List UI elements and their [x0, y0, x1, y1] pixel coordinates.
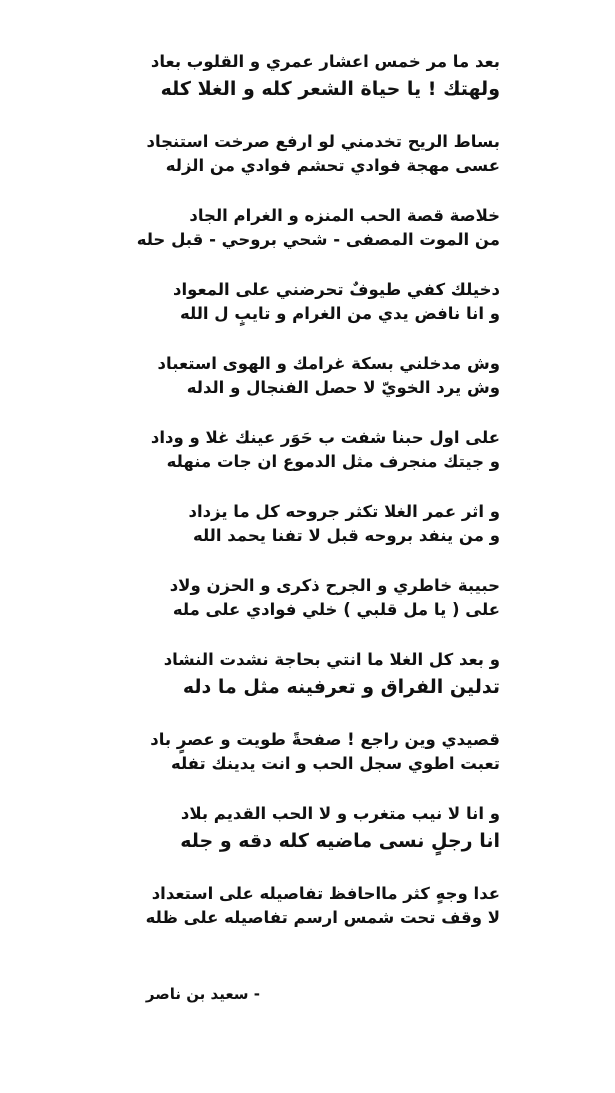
- poem-stanza: [128, 500, 500, 548]
- poem-line: انا رجلٍ نسى ماضيه كله دقه و جله: [180, 830, 500, 852]
- poem-line: قصيدي وين راجع ! صفحةً طويت و عصرٍ باد: [150, 730, 500, 749]
- poem-line: و انا لا نيب متغرب و لا الحب القديم بلاد: [180, 804, 500, 823]
- poem-line: حبيبة خاطري و الجرح ذكرى و الحزن ولاد: [169, 576, 500, 595]
- poem-stanza: [128, 278, 500, 326]
- poem-stanza: [128, 802, 500, 856]
- poem-line: وش يرد الخويّ لا حصل الفنجال و الدله: [186, 378, 500, 397]
- poem-line: و من ينفد بروحه قبل لا تفنا يحمد الله: [192, 526, 500, 545]
- poem-line: و بعد كل الغلا ما انتي بحاجة نشدت النشاد: [163, 650, 500, 669]
- poem-stanza: [128, 882, 500, 930]
- poem-line: و اثر عمر الغلا تكثر جروحه كل ما يزداد: [188, 502, 500, 521]
- poem-stanza: [128, 352, 500, 400]
- poem-line: دخيلك كفي طيوفٌ تحرضني على المعواد: [173, 280, 500, 299]
- poem-line: ولهتك ! يا حياة الشعر كله و الغلا كله: [160, 78, 500, 100]
- poem-line: على اول حبنا شفت ب حَوَر عينك غلا و وداد: [150, 428, 500, 447]
- poem-line: من الموت المصفى - شحي بروحي - قبل حله: [136, 230, 500, 249]
- poem-line: عدا وجهٍ كثر مااحافظ تفاصيله على استعداد: [151, 884, 500, 903]
- poem-stanza: [128, 648, 500, 702]
- poem-line: بعد ما مر خمس اعشار عمري و القلوب بعاد: [150, 52, 500, 71]
- poem-line: لا وقف تحت شمس ارسم تفاصيله على ظله: [145, 908, 500, 927]
- poem-line: و انا نافض يدي من الغرام و تايبٍ ل الله: [179, 304, 500, 323]
- poem-line: تدلين الفراق و تعرفينه مثل ما دله: [182, 676, 500, 698]
- poem: [128, 50, 500, 956]
- poem-line: بساط الريح تخدمني لو ارفع صرخت استنجاد: [146, 132, 500, 151]
- poem-line: وش مدخلني بسكة غرامك و الهوى استعباد: [157, 354, 500, 373]
- poem-stanza: [128, 728, 500, 776]
- poem-stanza: [128, 574, 500, 622]
- poem-stanza: [128, 426, 500, 474]
- poem-stanza: [128, 204, 500, 252]
- poem-stanza: [128, 50, 500, 104]
- poem-stanza: [128, 130, 500, 178]
- poem-line: عسى مهجة فوادي تحشم فوادي من الزله: [165, 156, 500, 175]
- poet-signature: - سعيد بن ناصر: [145, 985, 260, 1003]
- poem-line: على ( يا مل قلبي ) خلي فوادي على مله: [172, 600, 500, 619]
- poem-line: خلاصة قصة الحب المنزه و الغرام الجاد: [189, 206, 500, 225]
- poem-line: تعبت اطوي سجل الحب و انت يدينك تفله: [170, 754, 500, 773]
- poem-line: و جيتك منجرف مثل الدموع ان جات منهله: [166, 452, 500, 471]
